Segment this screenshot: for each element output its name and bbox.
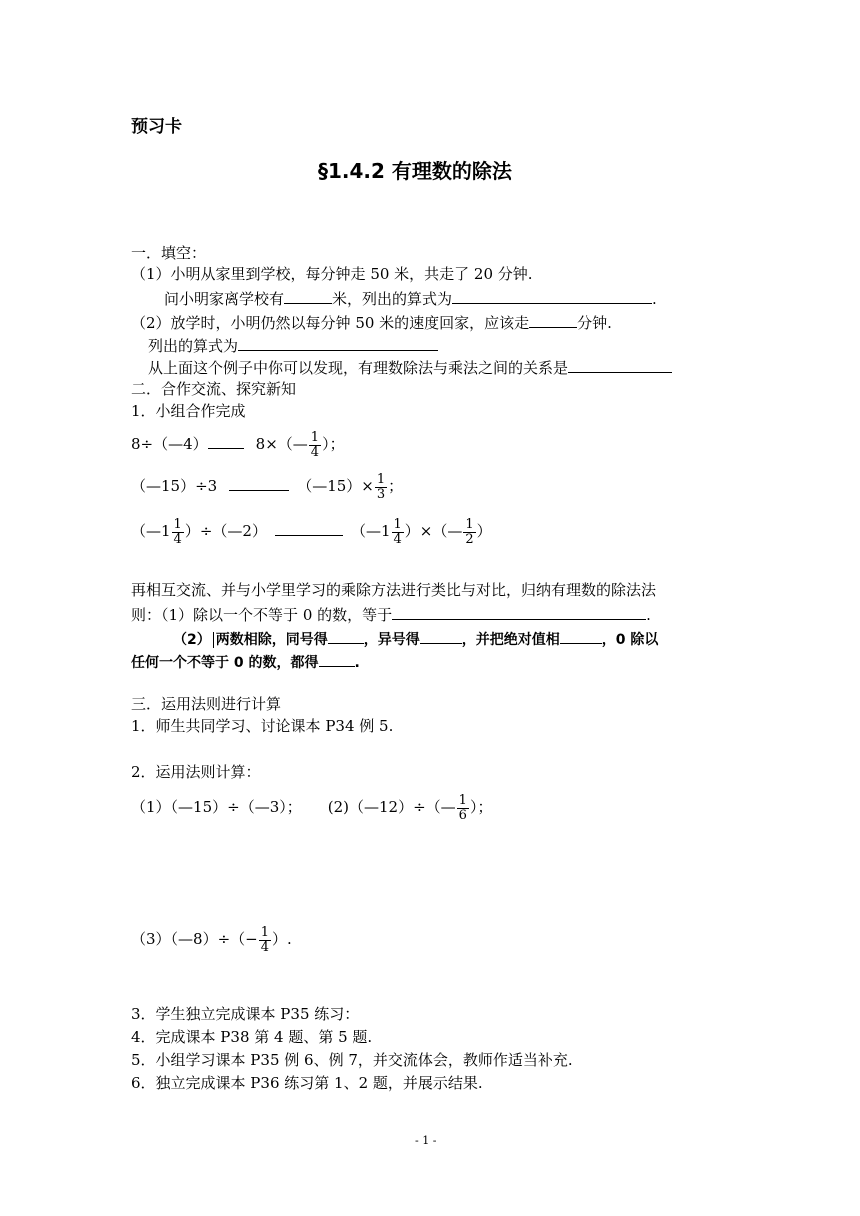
calc-1: （1）（—15）÷（—3）； (131, 798, 302, 816)
item-2: 2．运用法则计算： (131, 763, 261, 781)
fraction-one-quarter: $\frac{1}{4}$ (310, 429, 320, 460)
rule1-end: . (646, 606, 651, 624)
calc-2-tail: ）； (469, 798, 493, 816)
expr1-tail: ）； (322, 435, 345, 453)
preview-card-label: 预习卡 (131, 117, 182, 137)
section2-sub1: 1．小组合作完成 (131, 402, 246, 420)
rule2-num: （2） (173, 632, 211, 648)
page-number: - 1 - (415, 1134, 437, 1147)
section2-heading: 二．合作交流、探究新知 (131, 380, 297, 398)
rule2-text-b: ，异号得 (363, 632, 420, 648)
compare-blank-3[interactable] (275, 520, 343, 536)
item-1: 1．师生共同学习、讨论课本 P34 例 5. (131, 717, 394, 735)
rule2-text-a: 两数相除，同号得 (215, 632, 328, 648)
rule2-text-d: ，0 除以 (601, 632, 659, 648)
item-3: 3．学生独立完成课本 P35 练习： (131, 1005, 360, 1023)
item-6: 6．独立完成课本 P36 练习第 1、2 题，并展示结果. (131, 1074, 483, 1092)
calc-3: （3）（—8）÷（ (131, 930, 246, 948)
section3-heading: 三．运用法则进行计算 (131, 695, 282, 713)
expr1-left: 8÷（—4） (131, 435, 208, 453)
expr2-right: （—15）× (297, 477, 374, 495)
formula-blank-2[interactable] (238, 335, 438, 351)
q3-text: 从上面这个例子中你可以发现，有理数除法与乘法之间的关系是 (148, 359, 569, 377)
expression-row-2 (131, 468, 403, 504)
q2-text-a: （2）放学时，小明仍然以每分钟 50 米的速度回家，应该走 (131, 314, 530, 332)
fraction-one-quarter-c: $\frac{1}{4}$ (260, 924, 270, 955)
rule-intro: 再相互交流、并与小学里学习的乘除方法进行类比与对比，归纳有理数的除法法 (131, 581, 657, 599)
fraction-one-third: $\frac{1}{3}$ (376, 471, 386, 502)
expr3-left-b: ）÷（—2） (184, 522, 267, 540)
distance-blank[interactable] (284, 288, 332, 304)
q1b-text-b: 米，列出的算式为 (332, 290, 453, 308)
question-3 (148, 357, 672, 378)
rule2-text-c: ，并把绝对值相 (461, 632, 560, 648)
expression-row-1 (131, 426, 345, 462)
expr3-right-a: （—1 (350, 522, 391, 540)
expr1-right: 8×（— (255, 435, 308, 453)
zero-divide-blank[interactable] (319, 651, 355, 667)
calc-3-tail: ）. (272, 930, 292, 948)
minutes-blank[interactable] (529, 312, 577, 328)
question-2-line2 (148, 335, 438, 356)
absolute-blank[interactable] (560, 628, 602, 644)
cursor-bar (213, 632, 214, 648)
formula-blank-1[interactable] (452, 288, 652, 304)
expression-row-3 (131, 513, 492, 549)
fraction-one-sixth: $\frac{1}{6}$ (458, 792, 467, 823)
q2-text-b: 分钟. (577, 314, 612, 332)
item-4: 4．完成课本 P38 第 4 题、第 5 题. (131, 1028, 373, 1046)
diff-sign-blank[interactable] (420, 628, 462, 644)
rule2b-text: 任何一个不等于 0 的数，都得 (131, 655, 319, 671)
calc-3-minus: − (245, 930, 258, 948)
relation-blank[interactable] (568, 357, 672, 373)
page-title: §1.4.2 有理数的除法 (318, 159, 512, 183)
expr3-right-b: ）×（— (404, 522, 463, 540)
rule-2-line2 (131, 651, 360, 673)
rule-1 (131, 604, 651, 625)
calc-2: (2)（—12）÷（— (327, 798, 456, 816)
expr2-left: （—15）÷3 (131, 477, 218, 495)
q1b-text-a: 问小明家离学校有 (164, 290, 285, 308)
section1-heading: 一．填空： (131, 244, 207, 262)
calc-row-3 (131, 921, 292, 957)
item-5: 5．小组学习课本 P35 例 6、例 7，并交流体会，教师作适当补充. (131, 1051, 573, 1069)
question-1-line2 (164, 288, 657, 309)
expr3-tail: ） (476, 522, 492, 540)
expr2-tail: ； (388, 477, 404, 495)
compare-blank-1[interactable] (208, 433, 244, 449)
question-2 (131, 312, 612, 333)
q1b-text-c: . (652, 290, 657, 308)
q2b-text: 列出的算式为 (148, 337, 239, 355)
rule-2 (173, 628, 658, 650)
expr3-left-a: （—1 (131, 522, 171, 540)
fraction-one-quarter-a: $\frac{1}{4}$ (173, 516, 182, 547)
rule2b-end: . (354, 655, 360, 671)
calc-row-1 (131, 789, 492, 825)
compare-blank-2[interactable] (229, 475, 289, 491)
fraction-one-half: $\frac{1}{2}$ (465, 516, 474, 547)
rule1-text: 则：（1）除以一个不等于 0 的数，等于 (131, 606, 393, 624)
fraction-one-quarter-b: $\frac{1}{4}$ (393, 516, 402, 547)
question-1: （1）小明从家里到学校，每分钟走 50 米，共走了 20 分钟. (131, 265, 533, 283)
same-sign-blank[interactable] (328, 628, 364, 644)
rule1-blank[interactable] (392, 604, 646, 620)
